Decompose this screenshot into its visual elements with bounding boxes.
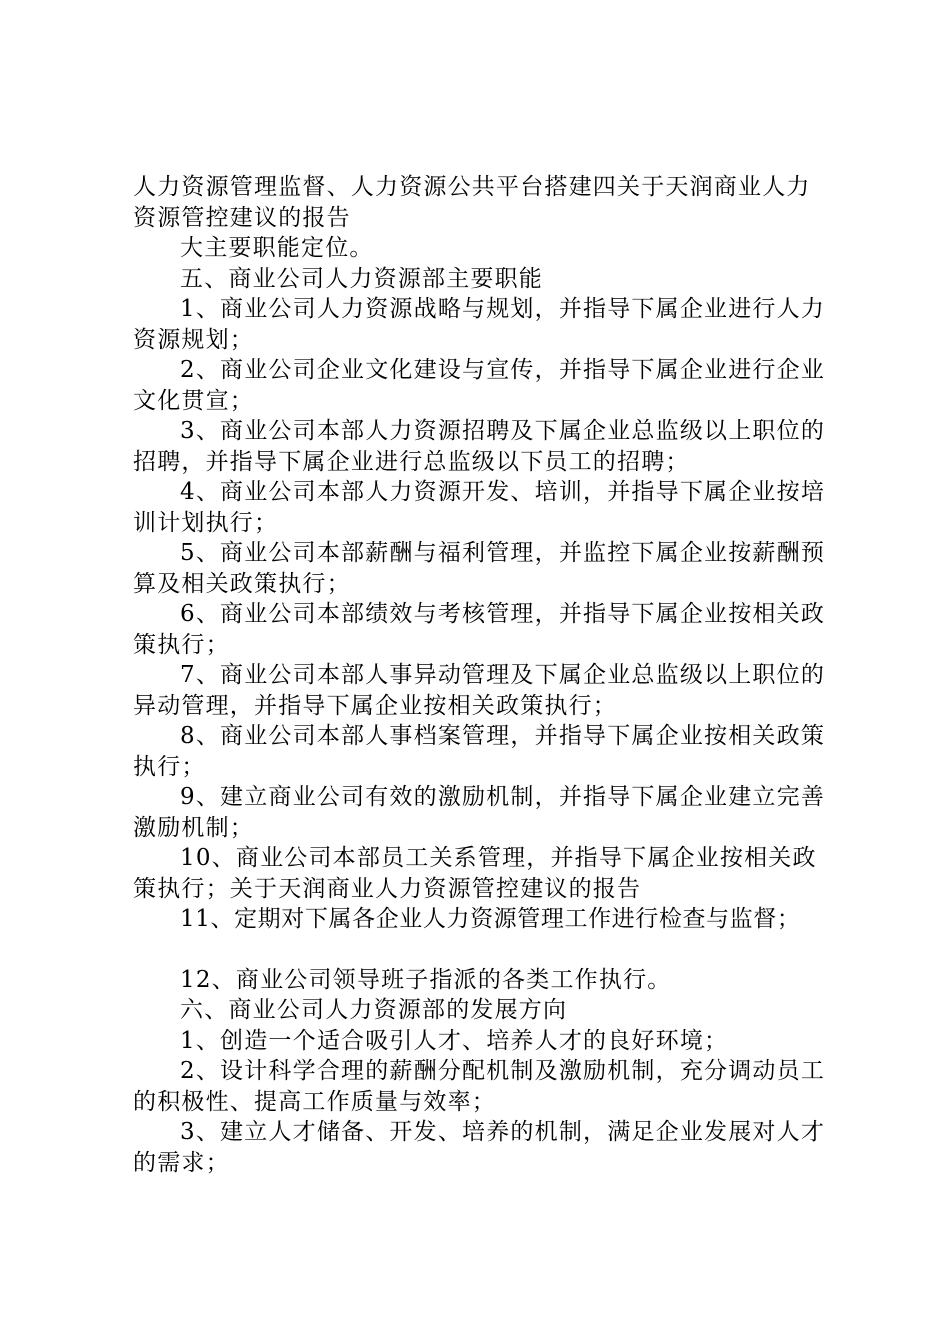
list-item: 6、商业公司本部绩效与考核管理，并指导下属企业按相关政策执行； xyxy=(133,601,826,658)
list-item: 1、创造一个适合吸引人才、培养人才的良好环境； xyxy=(180,1027,729,1054)
list-item: 2、设计科学合理的薪酬分配机制及激励机制，充分调动员工的积极性、提高工作质量与效率； xyxy=(133,1058,826,1115)
list-item: 3、建立人才储备、开发、培养的机制，满足企业发展对人才的需求； xyxy=(133,1119,826,1176)
paragraph-positioning: 大主要职能定位。 xyxy=(180,235,374,261)
list-item: 9、建立商业公司有效的激励机制，并指导下属企业建立完善激励机制； xyxy=(133,784,826,841)
list-item: 4、商业公司本部人力资源开发、培训，并指导下属企业按培训计划执行； xyxy=(133,479,826,536)
list-item: 11、定期对下属各企业人力资源管理工作进行检查与监督； xyxy=(180,906,801,932)
section-heading-five: 五、商业公司人力资源部主要职能 xyxy=(180,265,543,292)
list-item: 7、商业公司本部人事异动管理及下属企业总监级以上职位的异动管理，并指导下属企业按相关政策执行； xyxy=(133,662,826,719)
document-body xyxy=(133,172,833,1178)
paragraph-intro: 人力资源管理监督、人力资源公共平台搭建四关于天润商业人力资源管控建议的报告 xyxy=(133,174,811,231)
list-item: 1、商业公司人力资源战略与规划，并指导下属企业进行人力资源规划； xyxy=(133,296,826,353)
list-item: 10、商业公司本部员工关系管理，并指导下属企业按相关政策执行；关于天润商业人力资源管控建议的报告 xyxy=(133,845,817,902)
list-item: 12、商业公司领导班子指派的各类工作执行。 xyxy=(180,966,672,993)
list-item: 8、商业公司本部人事档案管理，并指导下属企业按相关政策执行； xyxy=(133,723,826,780)
list-item: 3、商业公司本部人力资源招聘及下属企业总监级以上职位的招聘，并指导下属企业进行总监级以下员工的招聘； xyxy=(133,418,826,475)
list-item: 5、商业公司本部薪酬与福利管理，并监控下属企业按薪酬预算及相关政策执行； xyxy=(133,540,826,597)
list-item: 2、商业公司企业文化建设与宣传，并指导下属企业进行企业文化贯宣； xyxy=(133,357,826,414)
section-heading-six: 六、商业公司人力资源部的发展方向 xyxy=(180,997,568,1023)
